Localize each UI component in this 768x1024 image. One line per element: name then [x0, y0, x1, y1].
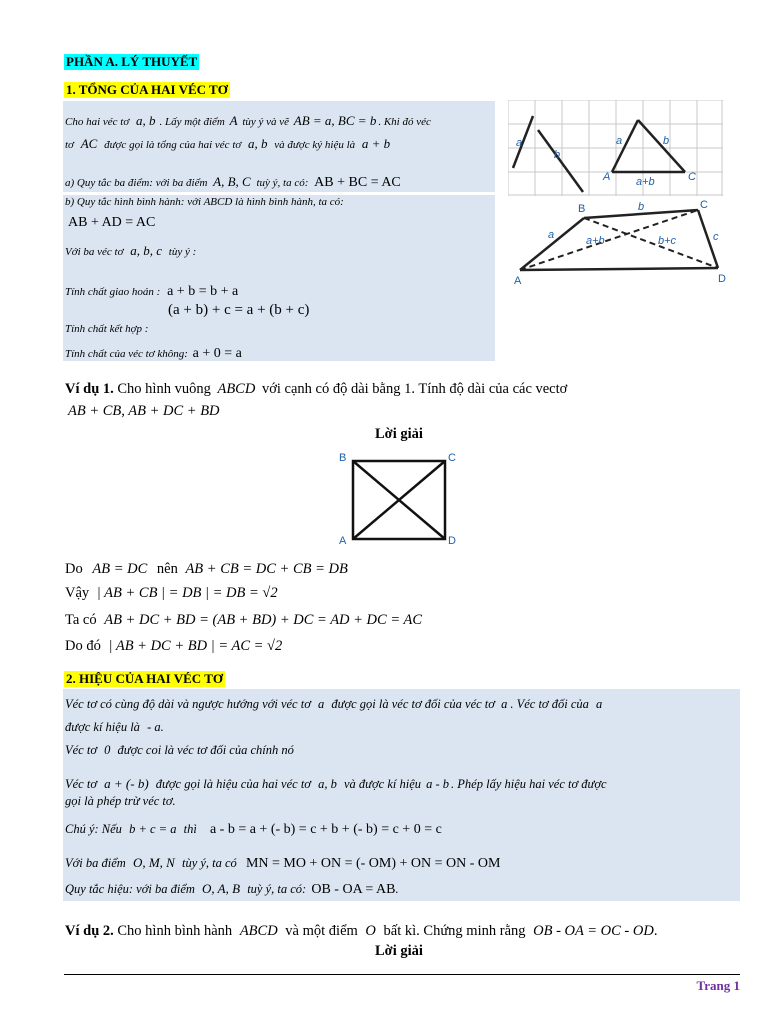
- s1-line2: tơ AC được gọi là tổng của hai véc tơ a, b và được ký hiệu là a + b: [65, 136, 391, 151]
- ex1-step-vay: Vậy | AB + CB | = DB | = DB = √2: [65, 585, 278, 601]
- s2-line4: Véc tơ a + (- b) được gọi là hiệu của hai véc tơ a, b và được kí hiệu a - b . Phép lấy hiệu hai véc tơ được: [65, 776, 607, 791]
- commutative-line: Tính chất giao hoán : a + b = b + a: [65, 284, 239, 299]
- vector-sum-grid-figure: [508, 100, 723, 196]
- page-number: Trang 1: [696, 978, 740, 993]
- rule-parallelogram: b) Quy tắc hình bình hành: với ABCD là hình bình hành, ta có:: [65, 196, 344, 208]
- square-label-B: B: [339, 452, 347, 464]
- ex1-step-dodo: Do đó | AB + DC + BD | = AC = √2: [65, 638, 283, 654]
- fig1-label-C: C: [688, 171, 696, 183]
- fig2-label-A: A: [514, 275, 522, 287]
- fig1-label-b2: b: [663, 135, 670, 147]
- fig2-label-a: a: [548, 229, 555, 241]
- section-2-heading: 2. HIỆU CỦA HAI VÉC TƠ: [66, 671, 223, 686]
- three-vectors-line: Với ba véc tơ a, b, c tùy ý :: [65, 243, 197, 258]
- section-a-heading: PHẦN A. LÝ THUYẾT: [66, 54, 198, 69]
- rule-parallelogram-formula: AB + AD = AC: [68, 215, 156, 230]
- s2-line3: Véc tơ 0 được coi là véc tơ đối của chính nó: [65, 743, 294, 757]
- fig1-label-A: A: [603, 171, 611, 183]
- fig1-label-a2: a: [616, 135, 623, 147]
- associative-formula: (a + b) + c = a + (b + c): [168, 302, 310, 318]
- square-label-A: A: [339, 535, 347, 547]
- fig1-label-b: b: [554, 149, 561, 161]
- ex1-step-taco: Ta có AB + DC + BD = (AB + BD) + DC = AD + DC = AC: [65, 612, 423, 628]
- example-1-line1: Ví dụ 1. Cho hình vuông ABCD với cạnh có độ dài bằng 1. Tính độ dài của các vectơ: [65, 381, 568, 397]
- footer-rule: [64, 974, 740, 975]
- fig2-label-C: C: [700, 199, 708, 211]
- associative-label: Tính chất kết hợp :: [65, 323, 149, 335]
- fig2-label-b: b: [638, 201, 645, 213]
- s2-line6: Chú ý: Nếu b + c = a thì a - b = a + (- b) = c + b + (- b) = c + 0 = c: [65, 822, 442, 837]
- fig2-label-B: B: [578, 203, 586, 215]
- s2-line5: gọi là phép trừ véc tơ.: [65, 794, 176, 808]
- example-2-solution-title: Lời giải: [375, 943, 423, 959]
- fig2-label-D: D: [718, 273, 726, 285]
- vector-assoc-figure: [508, 198, 738, 290]
- s2-line2: được kí hiệu là - a.: [65, 720, 164, 734]
- square-label-D: D: [448, 535, 456, 547]
- s2-line8: Quy tắc hiệu: với ba điểm O, A, B tuỳ ý, ta có: OB - OA = AB.: [65, 881, 399, 897]
- fig1-label-apb: a+b: [636, 176, 655, 188]
- s2-line7: Với ba điểm O, M, N tùy ý, ta có MN = MO + ON = (- OM) + ON = ON - OM: [65, 855, 501, 871]
- s2-line1: Véc tơ có cùng độ dài và ngược hướng với véc tơ a được gọi là véc tơ đối của véc tơ a . Véc tơ đối của a: [65, 697, 603, 711]
- fig2-label-c: c: [713, 231, 719, 243]
- square-label-C: C: [448, 452, 456, 464]
- square-figure: [336, 448, 462, 550]
- example-1-solution-title: Lời giải: [375, 426, 423, 442]
- s1-line1: Cho hai véc tơ a, b . Lấy một điểm A tùy ý và vẽ AB = a, BC = b . Khi đó véc: [65, 113, 431, 128]
- rule-three-points: a) Quy tắc ba điểm: với ba điểm A, B, C tuỳ ý, ta có: AB + BC = AC: [65, 174, 401, 190]
- fig1-label-a: a: [516, 137, 523, 149]
- example-2-line1: Ví dụ 2. Cho hình bình hành ABCD và một điểm O bất kì. Chứng minh rằng OB - OA = OC - OD.: [65, 923, 658, 939]
- fig2-label-bpc: b+c: [658, 235, 677, 247]
- zero-vector-line: Tính chất của véc tơ không: a + 0 = a: [65, 346, 242, 361]
- example-1-line2: AB + CB, AB + DC + BD: [68, 403, 220, 419]
- ex1-step-do: Do AB = DC nên AB + CB = DC + CB = DB: [65, 561, 348, 577]
- section-1-heading: 1. TỔNG CỦA HAI VÉC TƠ: [66, 82, 228, 97]
- fig2-label-apb: a+b: [586, 235, 605, 247]
